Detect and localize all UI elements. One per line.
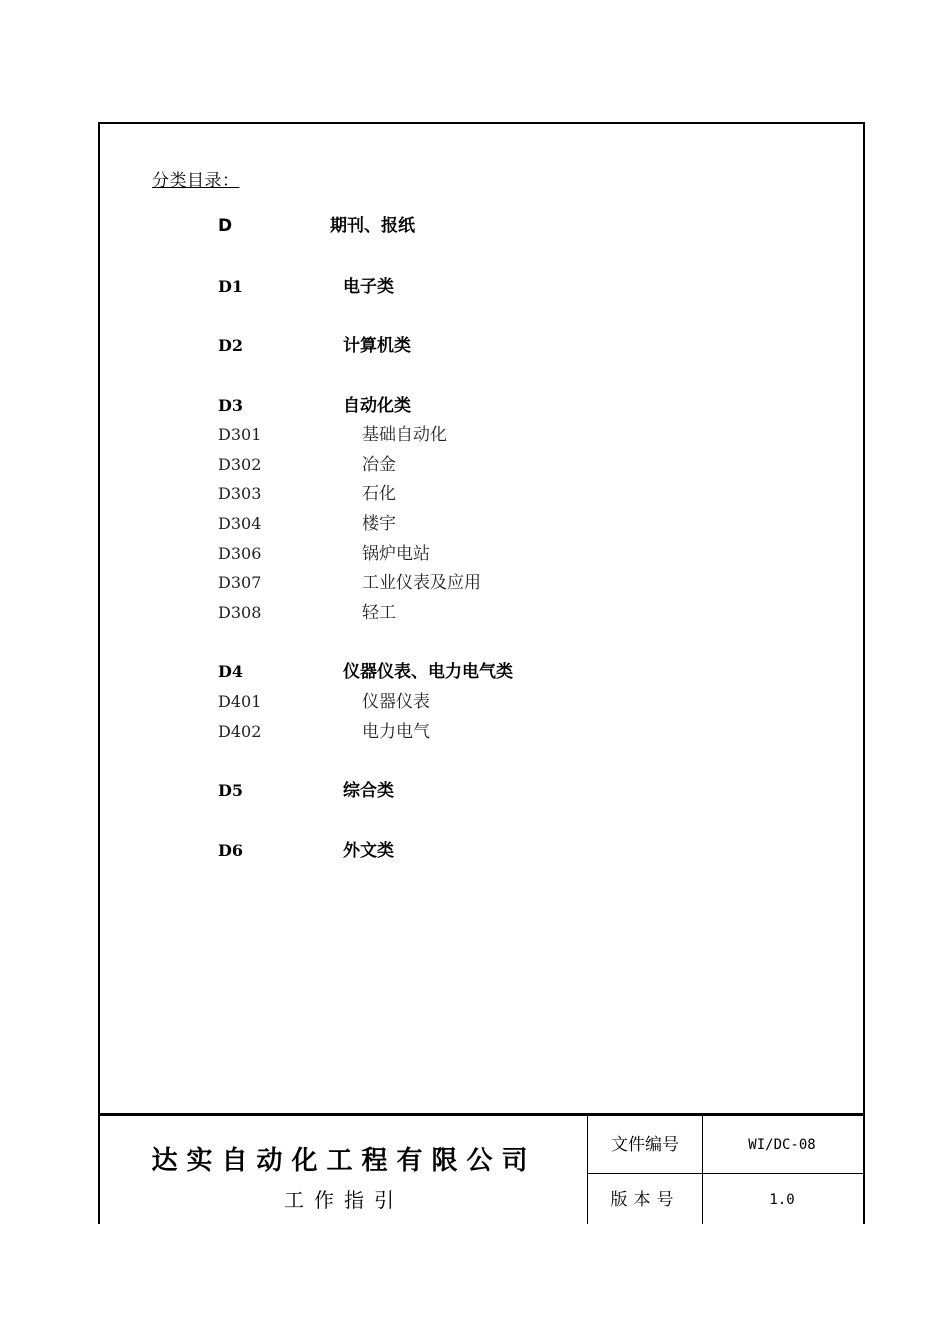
subcategory-code: D402	[218, 722, 262, 741]
category-code: D2	[218, 336, 244, 355]
subcategory-label: 基础自动化	[362, 425, 447, 445]
category-code: D6	[218, 841, 244, 860]
catalog-heading: 分类目录：	[152, 171, 240, 191]
subcategory-code: D401	[218, 692, 262, 711]
subcategory-code: D307	[218, 573, 262, 592]
category-code: D1	[218, 277, 244, 296]
version-value: 1.0	[769, 1192, 795, 1208]
doc-number-value: WI/DC-08	[748, 1137, 816, 1153]
subcategory-code: D306	[218, 544, 262, 563]
subcategory-label: 冶金	[362, 455, 396, 475]
category-code: D5	[218, 781, 244, 800]
catalog-label: 期刊、报纸	[330, 216, 415, 236]
company-name: 达实自动化工程有限公司	[151, 1146, 537, 1176]
subcategory-label: 轻工	[362, 603, 396, 623]
version-label: 版本号	[610, 1190, 680, 1210]
category-label: 综合类	[343, 781, 394, 801]
subcategory-label: 仪器仪表	[362, 692, 430, 712]
doc-number-label: 文件编号	[611, 1135, 679, 1155]
subcategory-label: 工业仪表及应用	[362, 573, 481, 593]
subcategory-code: D303	[218, 484, 262, 503]
subcategory-label: 锅炉电站	[362, 544, 430, 564]
subcategory-code: D301	[218, 425, 262, 444]
category-label: 电子类	[343, 277, 394, 297]
category-code: D4	[218, 662, 244, 681]
category-label: 外文类	[343, 841, 394, 861]
category-code: D3	[218, 396, 244, 415]
subcategory-label: 楼宇	[362, 514, 396, 534]
category-label: 仪器仪表、电力电气类	[343, 662, 513, 682]
subcategory-code: D304	[218, 514, 262, 533]
document-type: 工作指引	[284, 1188, 404, 1212]
category-label: 自动化类	[343, 396, 411, 416]
catalog-code: D	[218, 216, 233, 236]
subcategory-code: D308	[218, 603, 262, 622]
subcategory-code: D302	[218, 455, 262, 474]
subcategory-label: 石化	[362, 484, 396, 504]
subcategory-label: 电力电气	[362, 722, 430, 742]
category-label: 计算机类	[343, 336, 411, 356]
